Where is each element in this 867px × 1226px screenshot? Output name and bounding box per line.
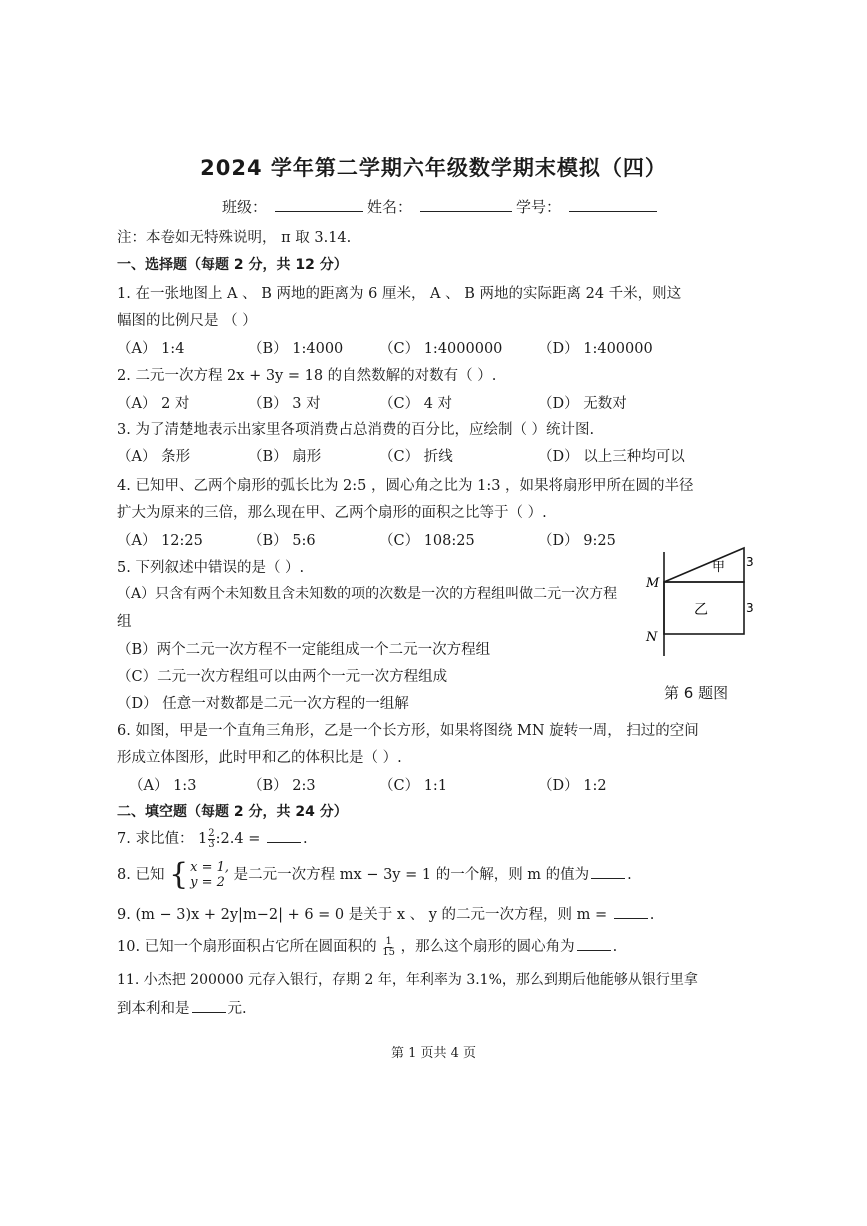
- q8-answer-blank[interactable]: [591, 866, 625, 879]
- q10-suffix: ，那么这个扇形的圆心角为: [400, 939, 575, 955]
- q3-option-a[interactable]: （A） 条形: [117, 449, 191, 465]
- q4-option-a[interactable]: （A） 12:25: [117, 533, 203, 549]
- q7-fraction-num: 2: [208, 827, 215, 839]
- q10: [117, 935, 617, 958]
- dim-bottom: 3: [746, 601, 754, 615]
- q10-fraction: [382, 937, 395, 958]
- q6-stem-line2: 形成立体图形，此时甲和乙的体积比是（ ）.: [117, 750, 402, 766]
- q7: [117, 827, 308, 850]
- q4-stem-line2: 扩大为原来的三倍，那么现在甲、乙两个扇形的面积之比等于（ ）.: [117, 505, 547, 521]
- section-choice-heading: 一、选择题（每题 2 分，共 12 分）: [117, 257, 348, 273]
- q8-brace: {: [169, 857, 189, 892]
- q10-prefix: 10. 已知一个扇形面积占它所在圆面积的: [117, 939, 377, 955]
- q5-option-a-line2: 组: [117, 614, 132, 630]
- q1-stem-line2: 幅图的比例尺是 （ ）: [117, 313, 257, 329]
- q11-prefix: 到本利和是: [117, 1001, 190, 1017]
- q4-option-b[interactable]: （B） 5:6: [248, 533, 316, 549]
- q8-equation-system: [169, 857, 230, 892]
- q11-line2: [117, 997, 247, 1018]
- q5-stem: 5. 下列叙述中错误的是（ ）.: [117, 560, 305, 576]
- label-m: M: [646, 576, 660, 591]
- q6-option-c[interactable]: （C） 1:1: [379, 778, 448, 794]
- q10-fraction-num: 1: [385, 935, 392, 947]
- q6-option-b[interactable]: （B） 2:3: [248, 778, 316, 794]
- q8-row2: y = 2: [190, 875, 225, 890]
- label-n: N: [646, 630, 658, 645]
- figure-caption: 第 6 题图: [664, 684, 729, 702]
- name-field[interactable]: [420, 197, 512, 212]
- q4-option-c[interactable]: （C） 108:25: [379, 533, 475, 549]
- q6-option-a[interactable]: （A） 1:3: [129, 778, 197, 794]
- q8-prefix: 8. 已知: [117, 867, 165, 883]
- q7-suffix: :2.4 =: [215, 831, 261, 847]
- q9-answer-blank[interactable]: [614, 906, 648, 919]
- q10-fraction-den: 15: [382, 946, 396, 958]
- q4-option-d[interactable]: （D） 9:25: [538, 533, 616, 549]
- q2-option-d[interactable]: （D） 无数对: [538, 396, 627, 412]
- q7-fraction: [208, 829, 214, 850]
- q10-answer-blank[interactable]: [577, 938, 611, 951]
- q8-row1: x = 1,: [190, 860, 230, 875]
- q9-text: 9. (m − 3)x + 2y|m−2| + 6 = 0 是关于 x 、 y 的二元一次方程，则 m =: [117, 907, 608, 923]
- exam-note: 注：本卷如无特殊说明， π 取 3.14.: [117, 230, 352, 246]
- q6-option-d[interactable]: （D） 1:2: [538, 778, 607, 794]
- q8-end: .: [627, 867, 632, 883]
- q8-suffix: 是二元一次方程 mx − 3y = 1 的一个解，则 m 的值为: [233, 867, 590, 883]
- q3-option-d[interactable]: （D） 以上三种均可以: [538, 449, 685, 465]
- q6-figure: [640, 548, 754, 700]
- q5-option-b[interactable]: （B）两个二元一次方程不一定能组成一个二元一次方程组: [117, 642, 491, 658]
- page-footer: 第 1 页共 4 页: [390, 1046, 477, 1061]
- q9-end: .: [649, 907, 655, 923]
- q2-option-c[interactable]: （C） 4 对: [379, 396, 453, 412]
- q11-answer-blank[interactable]: [192, 1000, 226, 1013]
- page-title: 2024 学年第二学期六年级数学期末模拟（四）: [200, 156, 667, 180]
- q3-stem: 3. 为了清楚地表示出家里各项消费占总消费的百分比，应绘制（ ）统计图.: [117, 422, 595, 438]
- q6-stem-line1: 6. 如图，甲是一个直角三角形，乙是一个长方形，如果将图绕 MN 旋转一周， 扫过的空间: [117, 723, 699, 739]
- q2-option-a[interactable]: （A） 2 对: [117, 396, 190, 412]
- q11-line1: 11. 小杰把 200000 元存入银行，存期 2 年，年利率为 3.1%，那么到期后他能够从银行里拿: [117, 972, 698, 988]
- label-yi: 乙: [694, 602, 708, 618]
- q10-end: .: [612, 939, 618, 955]
- q7-prefix: 7. 求比值： 1: [117, 831, 208, 847]
- q1-option-b[interactable]: （B） 1:4000: [248, 341, 344, 357]
- q8: [117, 857, 632, 892]
- triangle-jia: [664, 548, 744, 582]
- q4-stem-line1: 4. 已知甲、乙两个扇形的弧长比为 2:5 ，圆心角之比为 1:3 ，如果将扇形甲所在圆的半径: [117, 478, 694, 494]
- q9: [117, 903, 654, 924]
- class-field[interactable]: [275, 197, 363, 212]
- q1-option-d[interactable]: （D） 1:400000: [538, 341, 653, 357]
- q11-end: 元.: [227, 1001, 247, 1017]
- q1-option-c[interactable]: （C） 1:4000000: [379, 341, 503, 357]
- q7-answer-blank[interactable]: [267, 830, 301, 843]
- q7-fraction-den: 3: [208, 838, 215, 850]
- q7-end: .: [302, 831, 308, 847]
- q5-option-c[interactable]: （C）二元一次方程组可以由两个一元一次方程组成: [117, 669, 448, 685]
- id-label: 学号：: [516, 198, 562, 216]
- q5-option-a-line1[interactable]: （A）只含有两个未知数且含未知数的项的次数是一次的方程组叫做二元一次方程: [117, 586, 618, 602]
- id-field[interactable]: [569, 197, 657, 212]
- label-jia: 甲: [712, 560, 726, 575]
- name-label: 姓名：: [367, 198, 413, 216]
- q3-option-c[interactable]: （C） 折线: [379, 449, 453, 465]
- q1-option-a[interactable]: （A） 1:4: [117, 341, 185, 357]
- section-fill-heading: 二、填空题（每题 2 分，共 24 分）: [117, 804, 348, 820]
- class-label: 班级：: [222, 198, 268, 216]
- q1-stem-line1: 1. 在一张地图上 A 、 B 两地的距离为 6 厘米， A 、 B 两地的实际距离 24 千米，则这: [117, 286, 682, 302]
- q2-stem: 2. 二元一次方程 2x + 3y = 18 的自然数解的对数有（ ）.: [117, 368, 497, 384]
- q2-option-b[interactable]: （B） 3 对: [248, 396, 321, 412]
- student-info-row: [222, 196, 661, 217]
- q3-option-b[interactable]: （B） 扇形: [248, 449, 322, 465]
- q5-option-d[interactable]: （D） 任意一对数都是二元一次方程的一组解: [117, 696, 409, 712]
- dim-top: 3: [746, 555, 754, 569]
